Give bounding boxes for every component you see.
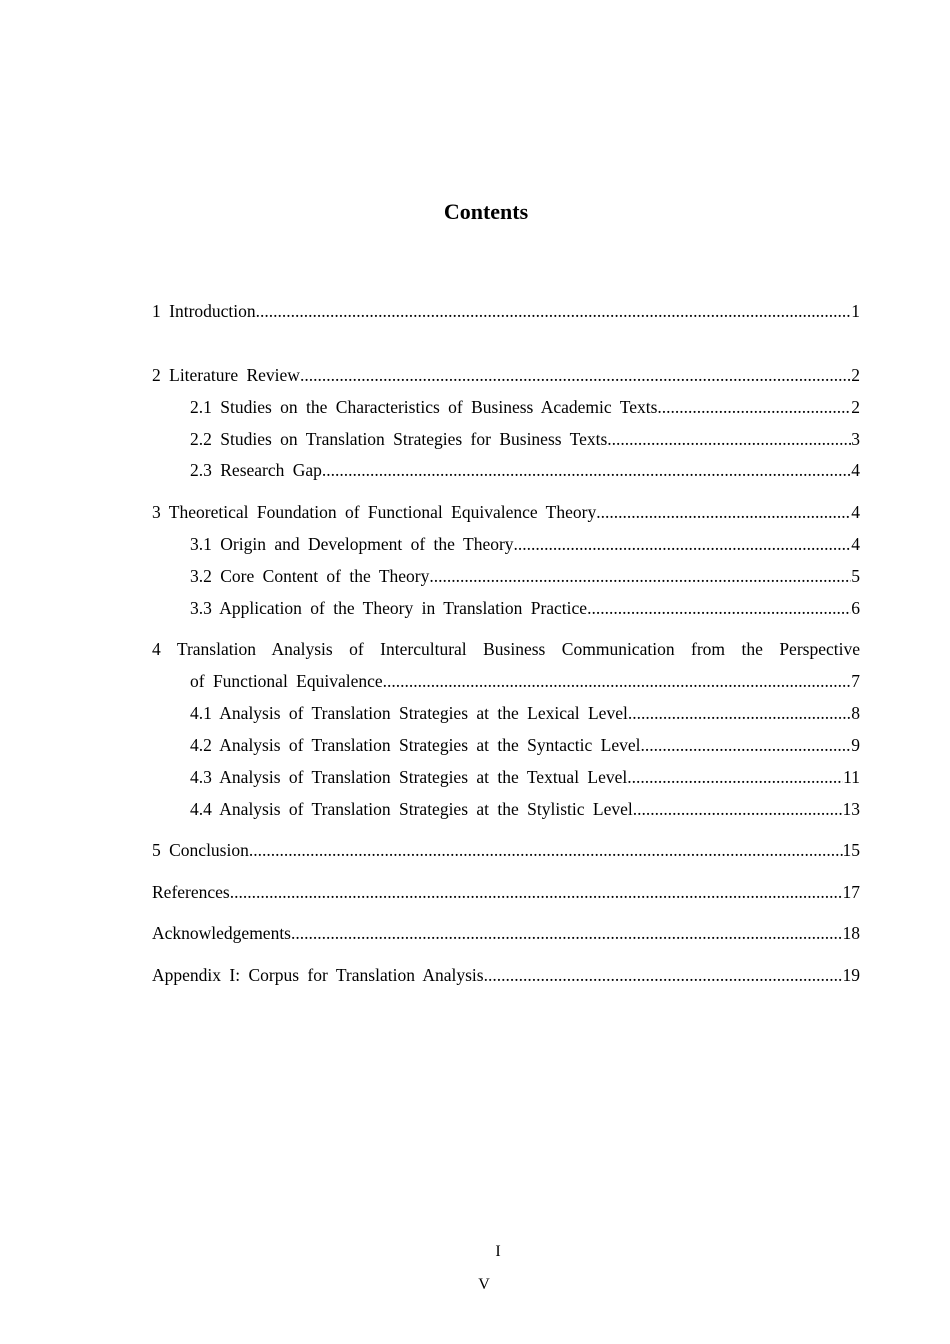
toc-entry-literature-review[interactable] [152, 364, 860, 386]
page-title: Contents [443, 199, 529, 224]
dot-leader [256, 300, 852, 322]
page-footer-mark: V [478, 1276, 490, 1293]
toc-entry-label: of Functional Equivalence [190, 671, 383, 691]
toc-entry-theoretical-foundation[interactable] [152, 501, 860, 523]
toc-entry-page: 15 [842, 840, 860, 860]
toc-entry-2-2[interactable] [190, 428, 860, 450]
toc-entry-page: 4 [851, 502, 860, 522]
toc-entry-label: 3.2 Core Content of the Theory [190, 566, 430, 586]
toc-entry-page: 1 [851, 301, 860, 321]
toc-entry-appendix[interactable] [152, 964, 860, 986]
toc-entry-3-1[interactable] [190, 533, 860, 555]
toc-entry-4-4[interactable] [190, 798, 860, 820]
dot-leader [291, 922, 843, 944]
toc-entry-label: 2.3 Research Gap [190, 460, 322, 480]
toc-entry-label: 3.1 Origin and Development of the Theory [190, 534, 514, 554]
toc-entry-page: 4 [851, 534, 860, 554]
toc-entry-page: 4 [851, 460, 860, 480]
toc-entry-label: 2.2 Studies on Translation Strategies for Business Texts [190, 429, 608, 449]
dot-leader [607, 428, 851, 450]
dot-leader [322, 459, 851, 481]
dot-leader [484, 964, 843, 986]
dot-leader [657, 396, 851, 418]
toc-entry-page: 17 [842, 882, 860, 902]
toc-entry-conclusion[interactable] [152, 839, 860, 861]
toc-entry-page: 9 [851, 735, 860, 755]
dot-leader [249, 839, 843, 861]
dot-leader [514, 533, 852, 555]
toc-entry-acknowledgements[interactable] [152, 922, 860, 944]
dot-leader [633, 798, 843, 820]
toc-entry-label: 4.3 Analysis of Translation Strategies at the Textual Level [190, 767, 628, 787]
roman-page-number: I [495, 1243, 501, 1260]
toc-entry-3-3[interactable] [190, 597, 860, 619]
toc-entry-label: Appendix I: Corpus for Translation Analysis [152, 965, 484, 985]
toc-entry-label: 1 Introduction [152, 301, 256, 321]
toc-entry-4-1[interactable] [190, 702, 860, 724]
toc-entry-page: 18 [842, 923, 860, 943]
toc-entry-label: 2.1 Studies on the Characteristics of Business Academic Texts [190, 397, 658, 417]
toc-entry-page: 7 [851, 671, 860, 691]
toc-entry-label: 2 Literature Review [152, 365, 300, 385]
toc-entry-label: 4.4 Analysis of Translation Strategies at the Stylistic Level [190, 799, 633, 819]
toc-entry-label: 5 Conclusion [152, 840, 249, 860]
toc-entry-label: 3.3 Application of the Theory in Translation Practice [190, 598, 588, 618]
dot-leader [300, 364, 851, 386]
toc-entry-page: 2 [851, 365, 860, 385]
toc-entry-label: References [152, 882, 230, 902]
dot-leader [596, 501, 851, 523]
toc-entry-4-3[interactable] [190, 766, 860, 788]
toc-entry-introduction[interactable] [152, 300, 860, 322]
toc-entry-label: Acknowledgements [152, 923, 291, 943]
toc-entry-page: 5 [851, 566, 860, 586]
toc-entry-translation-analysis[interactable] [190, 670, 860, 692]
dot-leader [429, 565, 851, 587]
toc-entry-label: 3 Theoretical Foundation of Functional Equivalence Theory [152, 502, 597, 522]
toc-entry-page: 2 [851, 397, 860, 417]
toc-entry-page: 3 [851, 429, 860, 449]
toc-entry-page: 13 [842, 799, 860, 819]
dot-leader [587, 597, 851, 619]
dot-leader [628, 702, 851, 724]
dot-leader [627, 766, 843, 788]
dot-leader [383, 670, 852, 692]
toc-entry-label: 4.2 Analysis of Translation Strategies at the Syntactic Level [190, 735, 641, 755]
toc-entry-page: 19 [842, 965, 860, 985]
toc-entry-4-2[interactable] [190, 734, 860, 756]
toc-entry-label: 4.1 Analysis of Translation Strategies at the Lexical Level [190, 703, 628, 723]
toc-entry-2-3[interactable] [190, 459, 860, 481]
toc-entry-2-1[interactable] [190, 396, 860, 418]
dot-leader [640, 734, 851, 756]
toc-entry-references[interactable] [152, 881, 860, 903]
toc-entry-3-2[interactable] [190, 565, 860, 587]
toc-entry-page: 8 [851, 703, 860, 723]
toc-entry-page: 6 [851, 598, 860, 618]
toc-entry-page: 11 [843, 767, 860, 787]
toc-entry-translation-analysis-line1[interactable]: 4 Translation Analysis of Intercultural Business Communication from the Perspective [152, 639, 860, 659]
dot-leader [230, 881, 843, 903]
